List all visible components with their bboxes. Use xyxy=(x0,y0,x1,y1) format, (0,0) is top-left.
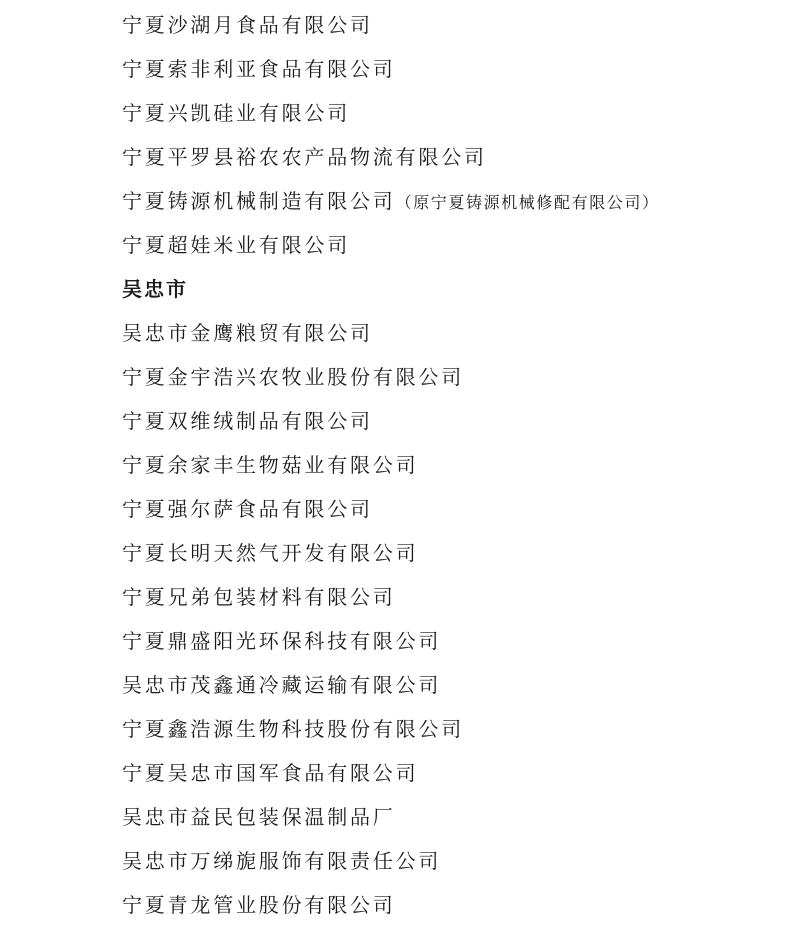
company-entry: 宁夏鑫浩源生物科技股份有限公司 xyxy=(122,717,464,741)
company-entry: 宁夏金宇浩兴农牧业股份有限公司 xyxy=(122,365,464,389)
company-entry: 宁夏双维绒制品有限公司 xyxy=(122,409,373,433)
company-entry: 吴忠市茂鑫通冷藏运输有限公司 xyxy=(122,673,442,697)
company-entry: 宁夏余家丰生物菇业有限公司 xyxy=(122,453,419,477)
company-entry: 宁夏平罗县裕农农产品物流有限公司 xyxy=(122,145,487,169)
company-entry: 宁夏索非利亚食品有限公司 xyxy=(122,57,396,81)
company-entry: 宁夏兄弟包装材料有限公司 xyxy=(122,585,396,609)
company-entry: 吴忠市金鹰粮贸有限公司 xyxy=(122,321,373,345)
company-entry: 宁夏强尔萨食品有限公司 xyxy=(122,497,373,521)
section-heading-wuzhong: 吴忠市 xyxy=(122,277,188,301)
company-entry: 吴忠市益民包装保温制品厂 xyxy=(122,805,396,829)
company-entry: 吴忠市万绨旎服饰有限责任公司 xyxy=(122,849,442,873)
company-entry: 宁夏鼎盛阳光环保科技有限公司 xyxy=(122,629,442,653)
former-name-note: （原宁夏铸源机械修配有限公司） xyxy=(395,193,660,212)
company-entry: 宁夏兴凯硅业有限公司 xyxy=(122,101,350,125)
company-entry: 宁夏长明天然气开发有限公司 xyxy=(122,541,419,565)
company-entry xyxy=(122,186,660,216)
company-entry: 宁夏沙湖月食品有限公司 xyxy=(122,13,373,37)
company-entry: 宁夏吴忠市国军食品有限公司 xyxy=(122,761,419,785)
company-entry: 宁夏超娃米业有限公司 xyxy=(122,233,350,257)
company-name: 宁夏铸源机械制造有限公司 xyxy=(122,189,396,213)
company-entry: 宁夏青龙管业股份有限公司 xyxy=(122,893,396,917)
